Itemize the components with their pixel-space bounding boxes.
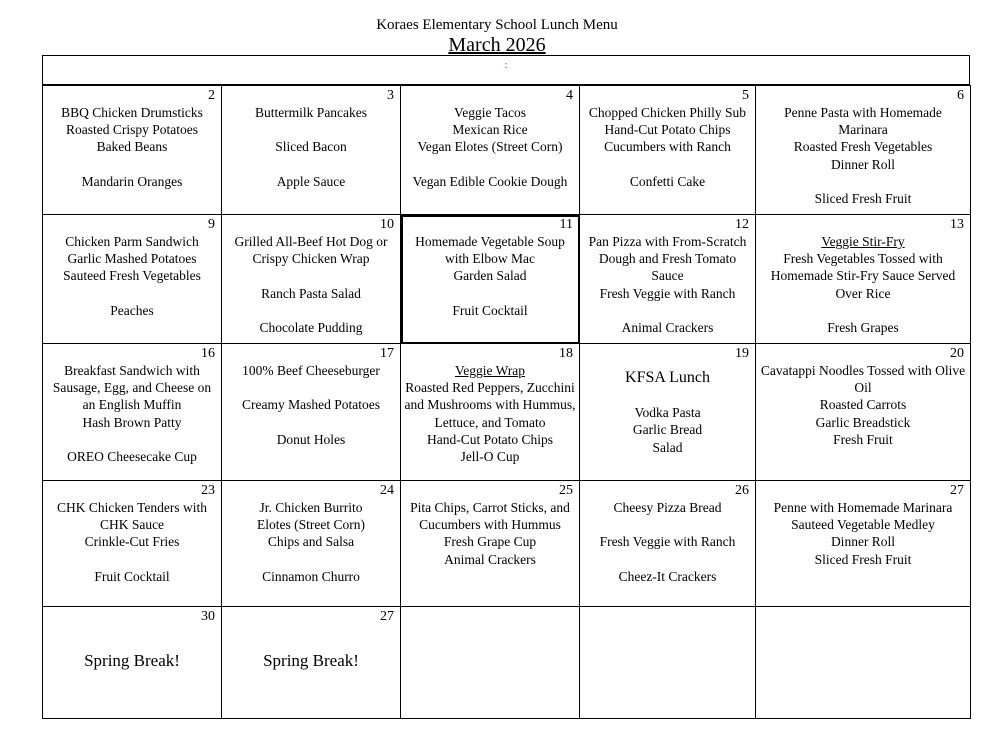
menu-item: Cheesy Pizza Bread	[613, 500, 722, 515]
menu-items	[43, 86, 221, 190]
menu-item: Jell-O Cup	[460, 449, 520, 465]
day-number: 13	[950, 217, 964, 232]
spacer	[225, 156, 397, 173]
menu-item: Hash Brown Patty	[82, 414, 182, 430]
day-cell-6	[756, 86, 971, 215]
menu-item: Chopped Chicken Philly Sub	[588, 105, 747, 120]
spacer	[225, 267, 397, 284]
menu-item: Penne with Homemade Marinara	[773, 500, 953, 515]
empty-day-cell	[580, 607, 756, 719]
day-number: 12	[735, 217, 749, 232]
menu-items	[401, 86, 579, 190]
menu-items	[43, 344, 221, 465]
week-row	[43, 344, 971, 481]
menu-item: Roasted Crispy Potatoes	[66, 122, 198, 138]
day-cell-12	[580, 215, 756, 344]
day-number: 16	[201, 346, 215, 361]
menu-items	[222, 344, 400, 448]
school-title: Koraes Elementary School Lunch Menu	[376, 17, 618, 33]
spacer	[583, 387, 752, 404]
menu-items	[580, 215, 755, 336]
spacer	[583, 551, 752, 568]
menu-item: Veggie Tacos	[454, 105, 526, 120]
spacer	[225, 121, 397, 138]
menu-items	[401, 481, 579, 568]
day-number: 18	[559, 346, 573, 361]
day-cell-19	[580, 344, 756, 481]
menu-item: Hand-Cut Potato Chips	[426, 431, 553, 447]
spacer	[759, 302, 967, 319]
menu-items	[580, 344, 755, 456]
menu-item: Sauteed Fresh Vegetables	[63, 268, 201, 284]
day-cell-4	[401, 86, 580, 215]
day-number: 27	[380, 609, 394, 624]
day-number: 9	[208, 217, 215, 232]
menu-item: Chocolate Pudding	[259, 319, 363, 335]
menu-items	[222, 215, 400, 336]
menu-item: Veggie Wrap	[454, 363, 526, 378]
spacer	[225, 414, 397, 431]
menu-item: KFSA Lunch	[625, 369, 710, 386]
menu-item: Garlic Bread	[632, 422, 703, 438]
menu-item: Fresh Grapes	[827, 320, 899, 335]
menu-item: Sliced Fresh Fruit	[814, 191, 912, 206]
spring-break-label: Spring Break!	[263, 651, 359, 670]
day-cell-2	[43, 86, 222, 215]
day-cell-17	[222, 344, 401, 481]
day-number: 20	[950, 346, 964, 361]
day-cell-26	[580, 481, 756, 607]
menu-item: Cheez-It Crackers	[618, 568, 717, 584]
menu-item: Penne Pasta with Homemade Marinara	[784, 105, 942, 138]
menu-item: 100% Beef Cheeseburger	[242, 363, 380, 378]
day-cell-16	[43, 344, 222, 481]
day-number: 3	[387, 88, 394, 103]
spacer	[46, 431, 218, 448]
spacer	[225, 302, 397, 319]
menu-item: Animal Crackers	[621, 320, 714, 335]
menu-item: Chicken Parm Sandwich	[65, 234, 199, 249]
week-row	[43, 481, 971, 607]
menu-item: Fruit Cocktail	[94, 568, 170, 584]
menu-items	[43, 481, 221, 585]
menu-items	[222, 481, 400, 585]
menu-item: Ranch Pasta Salad	[261, 285, 361, 301]
day-number: 30	[201, 609, 215, 624]
day-number: 25	[559, 483, 573, 498]
menu-item: Sauteed Vegetable Medley	[791, 517, 935, 533]
day-number: 6	[957, 88, 964, 103]
menu-item: Roasted Carrots	[819, 397, 907, 413]
menu-item: Baked Beans	[96, 139, 168, 155]
menu-item: Fresh Veggie with Ranch	[599, 534, 736, 550]
menu-items	[580, 481, 755, 585]
day-cell-25	[401, 481, 580, 607]
day-cell-23	[43, 481, 222, 607]
day-number: 4	[566, 88, 573, 103]
menu-item: CHK Chicken Tenders with CHK Sauce	[57, 500, 207, 533]
day-number: 24	[380, 483, 394, 498]
menu-items	[580, 607, 755, 625]
menu-item: Fresh Grape Cup	[443, 534, 537, 550]
day-cell-18	[401, 344, 580, 481]
menu-item: Elotes (Street Corn)	[257, 517, 365, 533]
menu-item: Dinner Roll	[830, 534, 896, 550]
menu-item: Crinkle-Cut Fries	[84, 534, 180, 550]
menu-item: Jr. Chicken Burrito	[259, 500, 363, 515]
menu-item: OREO Cheesecake Cup	[67, 449, 197, 464]
spacer	[583, 516, 752, 533]
spacer	[404, 156, 576, 173]
spacer	[46, 156, 218, 173]
menu-item: Grilled All-Beef Hot Dog or Crispy Chicken Wrap	[234, 234, 388, 267]
day-cell-5	[580, 86, 756, 215]
menu-item: Vegan Edible Cookie Dough	[412, 173, 568, 189]
spacer	[46, 285, 218, 302]
spacer	[225, 379, 397, 396]
spacer	[404, 285, 576, 302]
day-cell-27	[222, 607, 401, 719]
menu-item: Animal Crackers	[444, 551, 536, 567]
empty-day-cell	[401, 607, 580, 719]
menu-item: Fresh Fruit	[833, 431, 893, 447]
menu-item: Mandarin Oranges	[81, 173, 183, 189]
menu-item: Fruit Cocktail	[452, 302, 528, 318]
day-cell-3	[222, 86, 401, 215]
menu-items	[222, 607, 400, 670]
menu-item: Homemade Vegetable Soup with Elbow Mac	[415, 234, 565, 267]
menu-items	[756, 481, 970, 568]
menu-item: Roasted Red Peppers, Zucchini and Mushrooms with Hummus, Lettuce, and Tomato	[404, 380, 576, 430]
menu-items	[580, 86, 755, 190]
day-number: 26	[735, 483, 749, 498]
spacer	[583, 156, 752, 173]
menu-item: Breakfast Sandwich with Sausage, Egg, and Cheese on an English Muffin	[52, 363, 212, 413]
menu-item: Garlic Breadstick	[815, 414, 911, 430]
day-number: 11	[559, 217, 573, 232]
menu-items	[756, 344, 970, 448]
lunch-calendar	[42, 85, 971, 719]
day-number: 23	[201, 483, 215, 498]
menu-item: Sliced Fresh Fruit	[814, 551, 912, 567]
menu-item: Hand-Cut Potato Chips	[604, 122, 731, 138]
menu-item: Cucumbers with Ranch	[604, 139, 731, 155]
header-bar	[42, 55, 970, 85]
day-number: 10	[380, 217, 394, 232]
week-row	[43, 607, 971, 719]
spacer	[759, 173, 967, 190]
menu-items	[401, 344, 579, 465]
menu-item: Fresh Vegetables Tossed with Homemade Stir-Fry Sauce Served Over Rice	[770, 251, 956, 301]
menu-item: Mexican Rice	[452, 122, 528, 138]
menu-items	[43, 215, 221, 319]
day-number: 19	[735, 346, 749, 361]
menu-item: Sliced Bacon	[275, 139, 347, 155]
red-mark: :	[504, 59, 508, 71]
day-cell-30	[43, 607, 222, 719]
day-cell-11	[401, 215, 580, 344]
menu-item: Cinnamon Churro	[262, 568, 360, 584]
menu-item: Chips and Salsa	[267, 534, 355, 550]
menu-item: Vegan Elotes (Street Corn)	[417, 139, 563, 155]
week-row	[43, 86, 971, 215]
menu-item: Apple Sauce	[276, 173, 346, 189]
spring-break-label: Spring Break!	[84, 651, 180, 670]
day-number: 27	[950, 483, 964, 498]
spacer	[583, 302, 752, 319]
menu-item: Veggie Stir-Fry	[821, 234, 905, 249]
menu-item: Creamy Mashed Potatoes	[242, 397, 380, 413]
menu-item: Dinner Roll	[830, 156, 896, 172]
menu-item: Garden Salad	[453, 268, 527, 284]
menu-items	[401, 607, 579, 625]
menu-items	[43, 607, 221, 670]
menu-item: Donut Holes	[276, 431, 346, 447]
day-cell-10	[222, 215, 401, 344]
menu-item: Roasted Fresh Vegetables	[793, 139, 933, 155]
menu-item: Buttermilk Pancakes	[254, 105, 368, 120]
day-cell-13	[756, 215, 971, 344]
menu-item: Garlic Mashed Potatoes	[67, 251, 197, 267]
menu-items	[756, 607, 970, 625]
menu-items	[222, 86, 400, 190]
menu-item: Peaches	[110, 302, 154, 318]
day-cell-24	[222, 481, 401, 607]
menu-item: Salad	[652, 439, 683, 455]
menu-item: Vodka Pasta	[634, 405, 701, 421]
spacer	[46, 551, 218, 568]
menu-item: BBQ Chicken Drumsticks	[61, 105, 203, 120]
spacer	[225, 551, 397, 568]
week-row	[43, 215, 971, 344]
day-cell-9	[43, 215, 222, 344]
day-cell-20	[756, 344, 971, 481]
day-number: 2	[208, 88, 215, 103]
menu-item: Confetti Cake	[629, 173, 706, 189]
menu-items	[756, 215, 970, 336]
menu-item: Pan Pizza with From-Scratch Dough and Fresh Tomato Sauce	[588, 234, 747, 284]
menu-items	[756, 86, 970, 207]
menu-item: Cavatappi Noodles Tossed with Olive Oil	[760, 363, 966, 396]
day-cell-27	[756, 481, 971, 607]
empty-day-cell	[756, 607, 971, 719]
day-number: 5	[742, 88, 749, 103]
menu-item: Pita Chips, Carrot Sticks, and Cucumbers with Hummus	[410, 500, 570, 533]
menu-item: Fresh Veggie with Ranch	[599, 285, 736, 301]
day-number: 17	[380, 346, 394, 361]
menu-items	[401, 215, 579, 319]
month-title: March 2026	[448, 34, 546, 56]
